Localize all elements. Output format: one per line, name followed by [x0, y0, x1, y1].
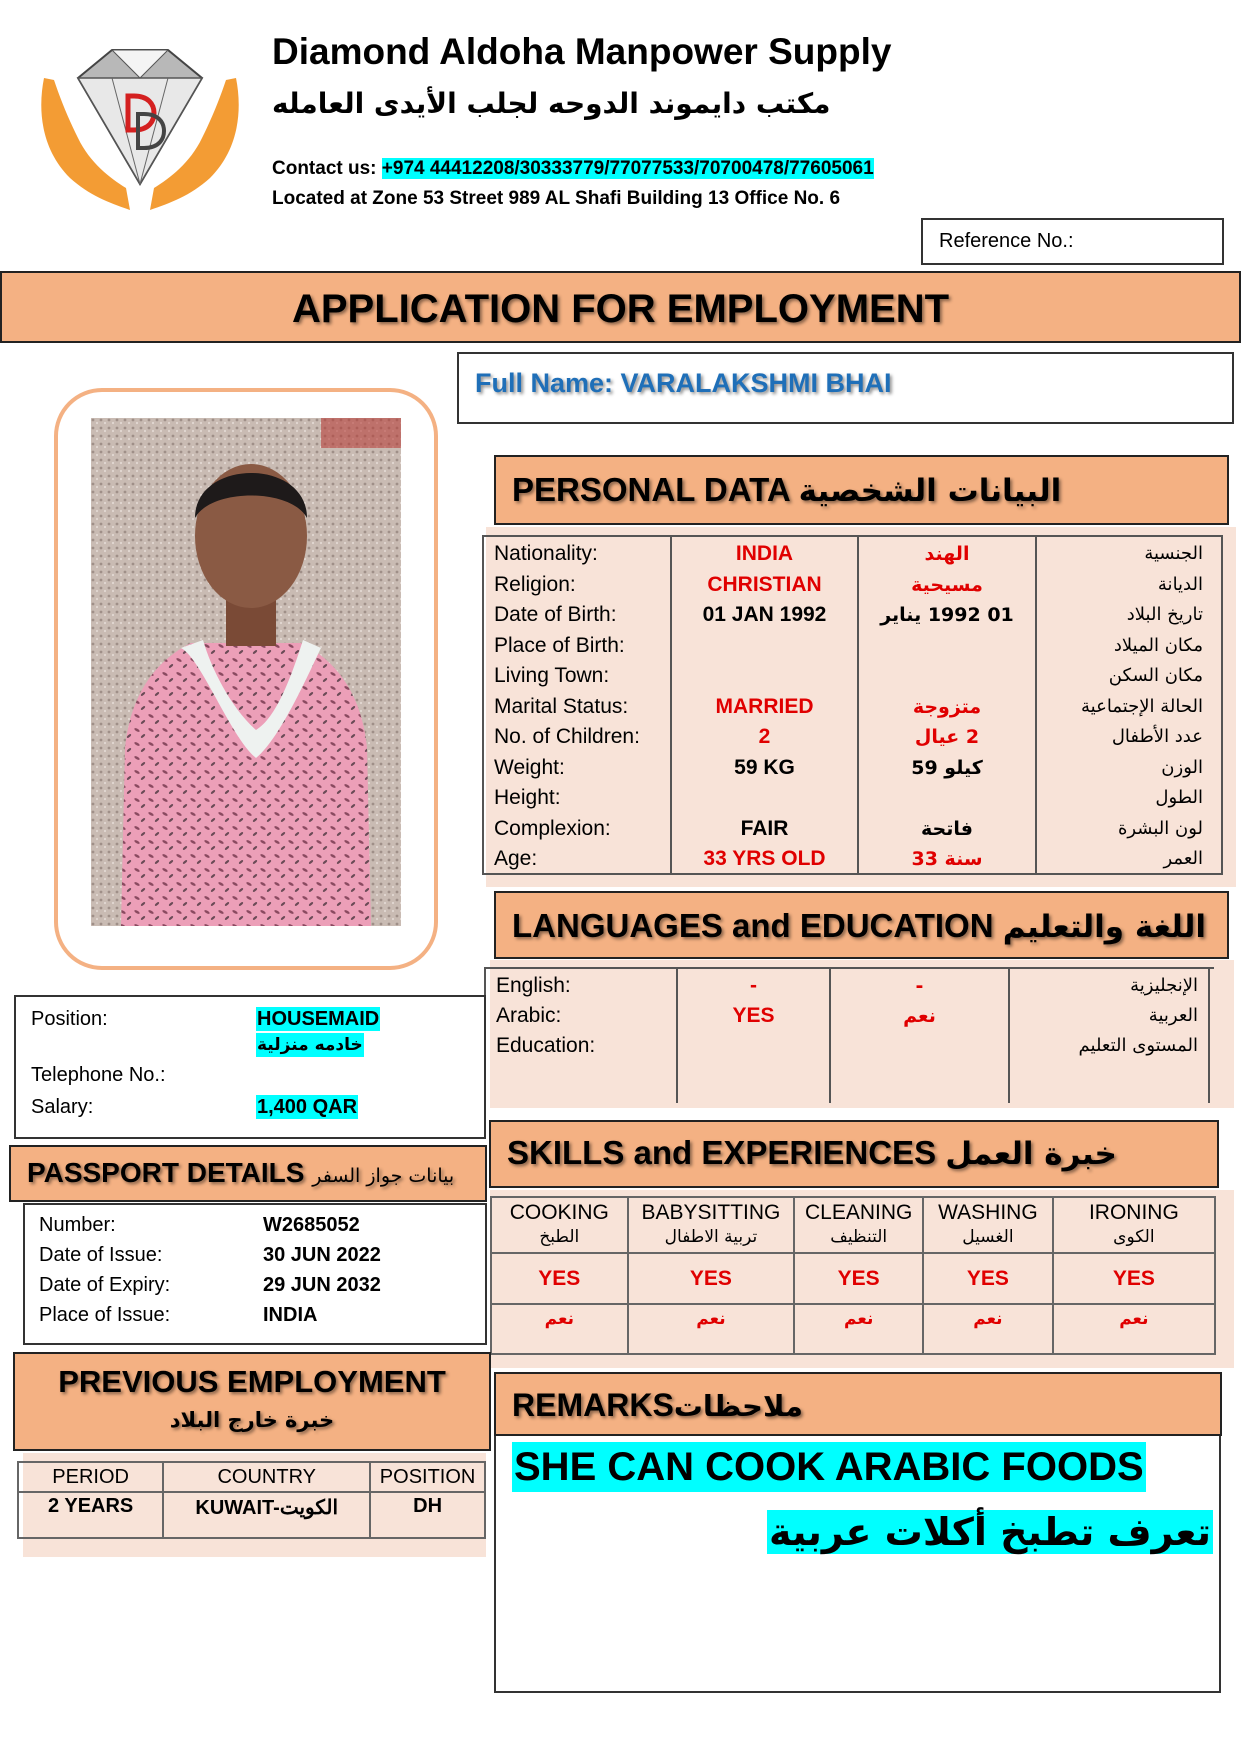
position-label: Position:	[31, 1008, 108, 1030]
skill-babysitting	[628, 1197, 795, 1253]
contact-label: Contact us:	[272, 158, 377, 179]
value-ar-dob: 01 1992 يناير	[880, 604, 1014, 626]
contact-line	[272, 156, 874, 182]
telephone-label: Telephone No.:	[31, 1064, 166, 1086]
skills-table	[490, 1196, 1216, 1355]
skill-value-ar: نعم	[923, 1304, 1053, 1354]
label-living-town: Living Town:	[494, 664, 610, 687]
value-marital-status: MARRIED	[715, 694, 814, 718]
value-weight: 59 KG	[734, 755, 795, 779]
value-ar-complexion: فاتحة	[921, 817, 973, 840]
label-ar-english: الإنجليزية	[1130, 975, 1198, 996]
value-ar-children: 2 عيال	[914, 726, 980, 748]
contact-numbers: +974 44412208/30333779/77077533/70700478/77605061	[381, 158, 874, 179]
languages-title-en: LANGUAGES and EDUCATION	[512, 907, 994, 944]
personal-data-table	[482, 535, 1223, 875]
cell-country: KUWAIT-الكويت	[163, 1492, 370, 1538]
label-arabic: Arabic:	[496, 1004, 562, 1027]
header-position: POSITION	[370, 1462, 485, 1492]
label-ar-education: المستوى التعليم	[1078, 1035, 1198, 1056]
value-ar-weight: كيلو 59	[911, 756, 983, 779]
skill-value-ar: نعم	[628, 1304, 795, 1354]
skill-name-ar: تربية الاطفال	[664, 1227, 758, 1247]
table-row	[18, 1492, 485, 1538]
passport-number-value: W2685052	[263, 1214, 360, 1236]
value-height	[672, 783, 857, 814]
value-nationality: INDIA	[735, 542, 794, 565]
label-weight: Weight:	[494, 755, 565, 779]
remarks-header	[494, 1372, 1222, 1436]
label-nationality: Nationality:	[494, 542, 598, 565]
value-place-of-birth	[672, 631, 857, 662]
previous-employment-title-en: PREVIOUS EMPLOYMENT	[58, 1364, 446, 1399]
label-ar-marital-status: الحالة الإجتماعية	[1081, 695, 1203, 717]
passport-box	[23, 1203, 487, 1345]
passport-place-label: Place of Issue:	[39, 1304, 171, 1326]
skill-name: WASHING	[938, 1201, 1038, 1224]
label-ar-weight: الوزن	[1161, 756, 1203, 778]
languages-title-ar: اللغة والتعليم	[1002, 909, 1207, 945]
skill-cooking	[491, 1197, 628, 1253]
passport-title-en: PASSPORT DETAILS	[27, 1157, 305, 1188]
passport-title-ar: بيانات جواز السفر	[312, 1165, 455, 1187]
value-living-town	[672, 661, 857, 692]
company-name-ar: مكتب دايموند الدوحه لجلب الأيدى العامله	[272, 87, 831, 120]
remarks-text-en: SHE CAN COOK ARABIC FOODS	[512, 1442, 1146, 1492]
remarks-title-ar: ملاحظات	[673, 1389, 803, 1423]
skills-title-ar: خبرة العمل	[945, 1136, 1117, 1172]
value-dob: 01 JAN 1992	[702, 603, 827, 626]
cell-period: 2 YEARS	[18, 1492, 163, 1538]
label-ar-complexion: لون البشرة	[1117, 817, 1203, 839]
personal-values-ar-column	[859, 539, 1035, 875]
label-ar-nationality: الجنسية	[1144, 543, 1203, 564]
label-religion: Religion:	[494, 572, 576, 596]
value-age: 33 YRS OLD	[703, 847, 826, 870]
value-ar-marital-status: متزوجة	[912, 695, 982, 718]
value-ar-religion: مسيحية	[911, 573, 983, 596]
applicant-photo	[91, 418, 401, 926]
remarks-title-en: REMARKS	[512, 1387, 674, 1423]
personal-data-title-ar: البيانات الشخصية	[798, 473, 1062, 509]
skill-name-ar: الطبخ	[539, 1227, 580, 1247]
label-place-of-birth: Place of Birth:	[494, 633, 625, 657]
skills-header	[489, 1120, 1219, 1188]
company-logo	[30, 38, 250, 216]
languages-header	[494, 891, 1229, 959]
label-education: Education:	[496, 1034, 596, 1057]
position-value: HOUSEMAID	[257, 1008, 380, 1030]
skill-name: IRONING	[1088, 1201, 1179, 1224]
remarks-text-ar-wrap	[743, 1502, 1213, 1562]
value-ar-place-of-birth	[859, 631, 1035, 662]
address: Located at Zone 53 Street 989 AL Shafi Building 13 Office No. 6	[272, 188, 841, 209]
value-ar-living-town	[859, 661, 1035, 692]
skill-ironing	[1053, 1197, 1215, 1253]
label-ar-living-town: مكان السكن	[1108, 665, 1203, 686]
passport-header	[9, 1145, 487, 1202]
label-ar-age: العمر	[1163, 848, 1203, 869]
passport-number-label: Number:	[39, 1214, 116, 1236]
skill-value: YES	[794, 1253, 923, 1304]
value-ar-education	[831, 1031, 1008, 1061]
previous-employment-table	[17, 1461, 486, 1539]
label-ar-place-of-birth: مكان الميلاد	[1113, 634, 1203, 656]
skill-name-ar: الكوى	[1113, 1227, 1155, 1247]
language-values	[678, 971, 829, 1061]
previous-employment-title-ar: خبرة خارج البلاد	[169, 1408, 335, 1432]
label-age: Age:	[494, 847, 538, 870]
language-values-ar	[831, 971, 1008, 1061]
label-ar-height: الطول	[1155, 787, 1203, 808]
skill-name: COOKING	[509, 1201, 609, 1224]
reference-box[interactable]	[921, 218, 1224, 265]
personal-labels-column	[494, 539, 670, 875]
header-country: COUNTRY	[163, 1462, 370, 1492]
reference-label: Reference No.:	[939, 230, 1074, 252]
skill-name: CLEANING	[805, 1201, 913, 1224]
skill-name-ar: التنظيف	[830, 1227, 888, 1247]
passport-expiry-value: 29 JUN 2032	[263, 1274, 381, 1296]
salary-value: 1,400 QAR	[257, 1096, 358, 1118]
value-arabic: YES	[732, 1004, 775, 1027]
label-ar-dob: تاريخ البلاد	[1126, 604, 1203, 625]
header-period: PERIOD	[18, 1462, 163, 1492]
cell-position: DH	[370, 1492, 485, 1538]
position-value-ar: خادمه منزلية	[257, 1035, 363, 1055]
remarks-text-ar: تعرف تطبخ أكلات عربية	[769, 1510, 1211, 1554]
value-ar-english: -	[915, 975, 924, 997]
skill-value: YES	[491, 1253, 628, 1304]
label-complexion: Complexion:	[494, 816, 611, 840]
skill-value: YES	[628, 1253, 795, 1304]
value-education	[678, 1031, 829, 1061]
passport-issue-label: Date of Issue:	[39, 1244, 163, 1266]
languages-table	[484, 967, 1214, 1103]
full-name-box	[457, 352, 1234, 424]
language-labels	[496, 971, 676, 1061]
personal-data-title-en: PERSONAL DATA	[512, 471, 790, 508]
value-religion: CHRISTIAN	[707, 572, 822, 596]
skill-name: BABYSITTING	[641, 1201, 781, 1224]
skill-cleaning	[794, 1197, 923, 1253]
full-name: Full Name: VARALAKSHMI BHAI	[475, 368, 892, 398]
value-ar-nationality: الهند	[924, 543, 970, 565]
value-ar-age: سنة 33	[911, 848, 983, 870]
label-dob: Date of Birth:	[494, 603, 617, 626]
label-height: Height:	[494, 786, 561, 809]
form-title: APPLICATION FOR EMPLOYMENT	[0, 271, 1241, 343]
passport-issue-value: 30 JUN 2022	[263, 1244, 381, 1266]
personal-labels-ar-column	[1037, 539, 1209, 875]
company-name-en: Diamond Aldoha Manpower Supply	[272, 31, 892, 72]
value-children: 2	[758, 725, 771, 748]
company-name-ar-line	[272, 84, 972, 124]
value-complexion: FAIR	[740, 816, 789, 840]
skill-value: YES	[1053, 1253, 1215, 1304]
label-ar-religion: الديانة	[1157, 573, 1203, 595]
personal-data-header	[494, 455, 1229, 525]
value-english: -	[750, 974, 757, 997]
skill-value-ar: نعم	[491, 1304, 628, 1354]
value-ar-arabic: نعم	[903, 1005, 936, 1027]
label-ar-children: عدد الأطفال	[1111, 726, 1203, 747]
skill-value-ar: نعم	[1053, 1304, 1215, 1354]
skill-washing	[923, 1197, 1053, 1253]
position-box	[14, 995, 486, 1139]
passport-expiry-label: Date of Expiry:	[39, 1274, 171, 1296]
label-ar-arabic: العربية	[1148, 1005, 1198, 1026]
language-labels-ar	[1010, 971, 1204, 1061]
skill-value-ar: نعم	[794, 1304, 923, 1354]
salary-label: Salary:	[31, 1096, 94, 1118]
label-children: No. of Children:	[494, 725, 640, 748]
skill-name-ar: الغسيل	[962, 1227, 1014, 1247]
label-marital-status: Marital Status:	[494, 694, 629, 718]
label-english: English:	[496, 974, 571, 997]
value-ar-height	[859, 783, 1035, 814]
passport-place-value: INDIA	[263, 1304, 318, 1326]
personal-values-column	[672, 539, 857, 875]
previous-employment-header	[13, 1352, 491, 1451]
skills-title-en: SKILLS and EXPERIENCES	[507, 1134, 937, 1171]
skill-value: YES	[923, 1253, 1053, 1304]
